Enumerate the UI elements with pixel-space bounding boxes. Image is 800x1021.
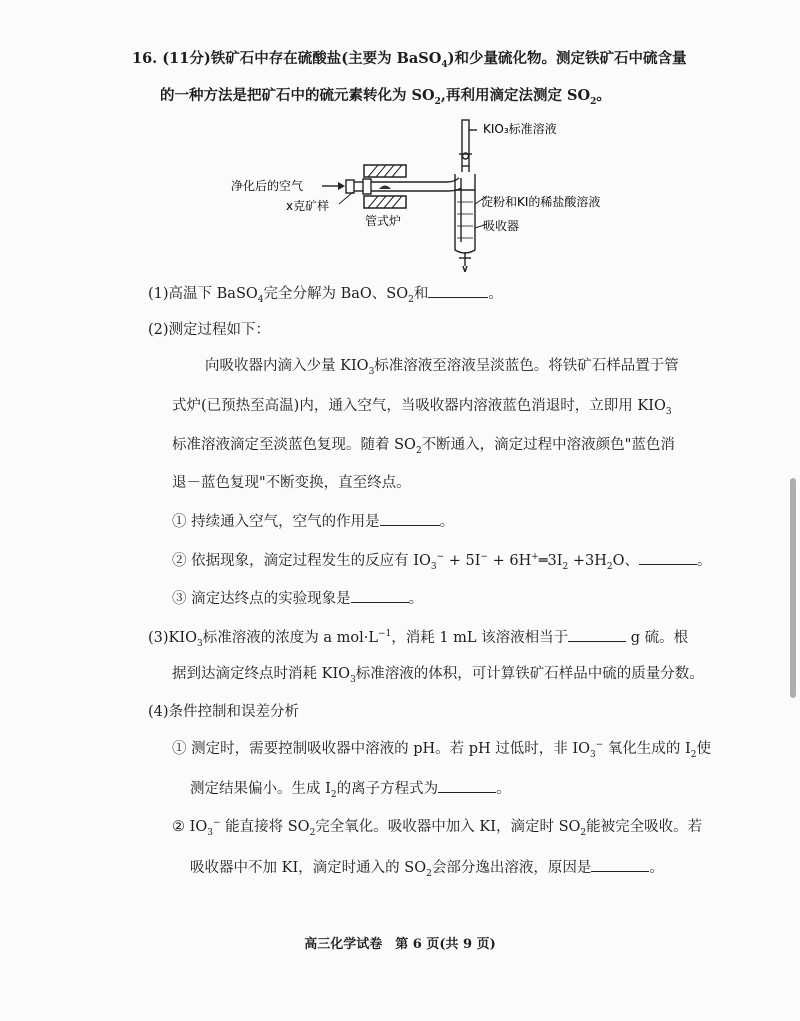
part3-line2: 据到达滴定终点时消耗 $KIO_3$标准溶液的体积，可计算铁矿石样品中硫的质量分数。 [172,666,704,685]
part4-q1-line2: 测定结果偏小。生成 $I_2$的离子方程式为 。 [190,778,511,798]
label-air: 净化后的空气 [231,179,304,193]
burette-icon [459,120,477,172]
part2-q3: ③ 滴定达终点的实验现象是 。 [172,588,423,608]
part2-paragraph-line3: 标准溶液滴定至淡蓝色复现。随着 $SO_2$不断通入，滴定过程中溶液颜色"蓝色消 [172,437,675,456]
label-furnace: 管式炉 [365,214,402,228]
part4-title: (4)条件控制和误差分析 [148,704,300,720]
label-kio3: KIO₃标准溶液 [483,122,557,136]
part2-paragraph-line1: 向吸收器内滴入少量 $KIO_3$标准溶液至溶液呈淡蓝色。将铁矿石样品置于管 [205,358,679,377]
answer-blank[interactable] [428,283,488,298]
answer-blank[interactable] [438,778,496,793]
part4-q1-line1: ① 测定时，需要控制吸收器中溶液的 pH。若 pH 过低时，非 $IO_3^-$ 氧化生成的 $I_2$使 [172,740,711,760]
part3-line1: $(3)KIO_3$标准溶液的浓度为 a $mol\cdot L^{-1}$，消耗 1 mL 该溶液相当于 g 硫。根 [148,627,688,647]
combustion-tube-icon [346,178,461,194]
label-absorber: 吸收器 [483,219,520,233]
answer-blank[interactable] [591,857,649,872]
question-intro-line2: 的一种方法是把矿石中的硫元素转化为 $SO_2$,再利用滴定法测定 $SO_2$。 [160,87,611,107]
part2-q1: ① 持续通入空气，空气的作用是 。 [172,511,454,531]
absorber-icon [455,174,475,272]
part4-q2-line1: ② $IO_3^-$ 能直接将 $SO_2$完全氧化。吸收器中加入 KI，滴定时 $SO_2$能被完全吸收。若 [172,818,703,838]
label-sample: x克矿样 [286,199,330,213]
part2-q2: ② 依据现象，滴定过程发生的反应有 $IO_3^- + 5I^-$ + $6H^+═3I_2 +3H_2O$、 。 [172,550,711,570]
answer-blank[interactable] [380,511,440,526]
answer-blank[interactable] [639,550,697,565]
part2-paragraph-line4: 退－蓝色复现"不断变换，直至终点。 [172,475,411,491]
answer-blank[interactable] [568,627,626,642]
tube-furnace-icon [364,165,406,208]
question-intro-line1: 16. (11分)铁矿石中存在硫酸盐(主要为 BaSO$_4$)和少量硫化物。测定铁矿石中硫含量 [132,50,687,70]
part4-q2-line2: 吸收器中不加 KI，滴定时通入的 $SO_2$会部分逸出溶液，原因是 。 [190,857,664,877]
scrollbar[interactable] [790,478,796,698]
apparatus-diagram [205,112,645,272]
part2-paragraph-line2: 式炉(已预热至高温)内，通入空气，当吸收器内溶液蓝色消退时，立即用 $KIO_3$ [172,398,672,417]
part1-question: (1)高温下 BaSO$_4$完全分解为 BaO、$SO_2$和 。 [148,283,503,303]
part2-title: (2)测定过程如下： [148,322,271,338]
answer-blank[interactable] [351,588,409,603]
label-solution: 淀粉和KI的稀盐酸溶液 [481,195,601,209]
page-footer: 高三化学试卷 第 6 页(共 9 页) [304,937,496,952]
